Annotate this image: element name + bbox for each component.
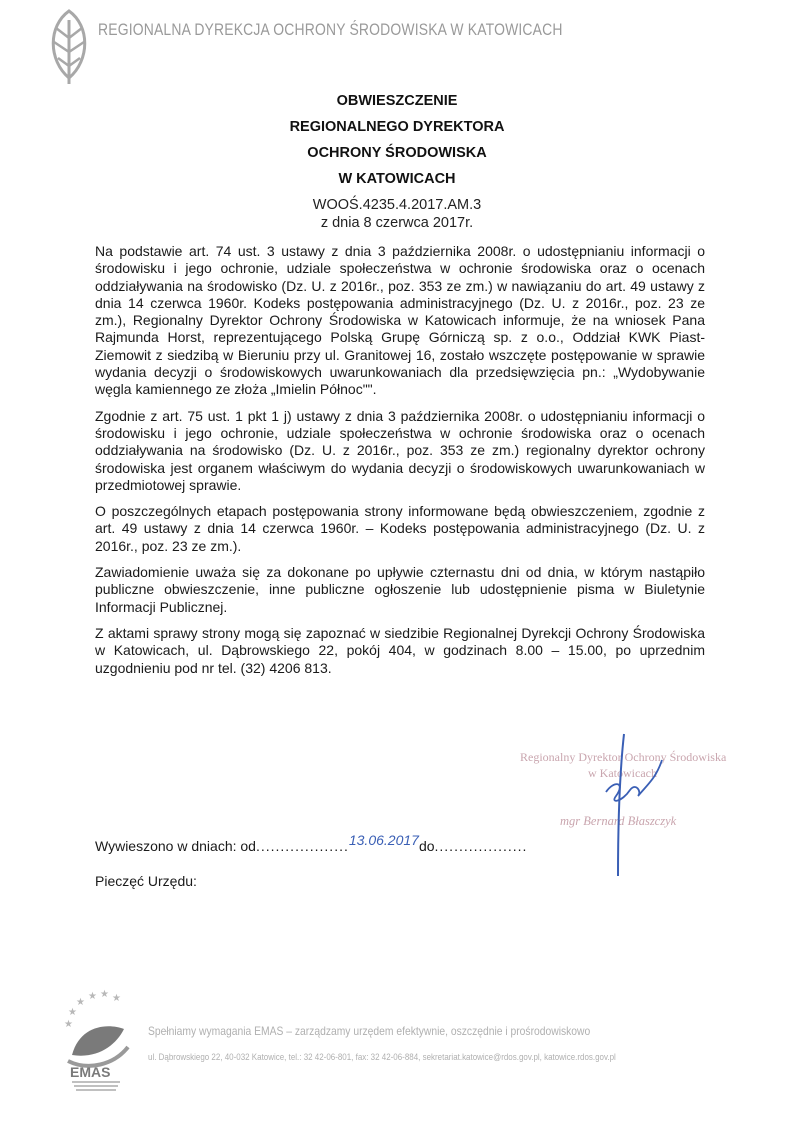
posting-prefix: Wywieszono w dniach: od xyxy=(95,838,256,854)
document-date: z dnia 8 czerwca 2017r. xyxy=(320,215,474,231)
paragraph: O poszczególnych etapach postępowania strony informowane będą obwieszczeniem, zgodnie z art. 49 ustawy z dnia 14 czerwca 1960r. – Kodeks postępowania administracyjnego (Dz. U. z 2016r., poz. 23 ze zm.). xyxy=(95,503,705,554)
paragraph: Zgodnie z art. 75 ust. 1 pkt 1 j) ustawy z dnia 3 października 2008r. o udostępnianiu informacji o środowisku i jego ochronie, udziale społeczeństwa w ochronie środowiska oraz o ocenach oddziaływania na środowisko (Dz. U. z 2016r., poz. 353 ze zm.) regionalny dyrektor ochrony środowiska jest organem właściwym do wydania decyzji o środowiskowych uwarunkowaniach w przedmiotowej sprawie. xyxy=(95,407,705,493)
stamp-line-name: mgr Bernard Błaszczyk xyxy=(560,814,677,828)
svg-text:★: ★ xyxy=(88,991,97,1002)
title-line-3: OCHRONY ŚRODOWISKA xyxy=(307,145,487,161)
document-body xyxy=(95,243,705,686)
svg-text:★: ★ xyxy=(64,1019,73,1030)
document-title-block xyxy=(0,88,794,232)
footer-contact: ul. Dąbrowskiego 22, 40-032 Katowice, tel.: 32 42-06-801, fax: 32 42-06-884, sekretariat.katowice@rdos.gov.pl, katowice.rdos.gov.pl xyxy=(148,1052,616,1063)
posting-mid: do xyxy=(418,838,435,854)
stamp-line-title: Regionalny Dyrektor Ochrony Środowiska xyxy=(520,750,727,764)
footer-slogan: Spełniamy wymagania EMAS – zarządzamy urzędem efektywnie, oszczędnie i prośrodowiskowo xyxy=(148,1024,591,1038)
reference-number: WOOŚ.4235.4.2017.AM.3 xyxy=(312,197,482,213)
seal-label: Pieczęć Urzędu: xyxy=(95,873,197,889)
emas-logo-icon xyxy=(58,985,138,1097)
paragraph: Na podstawie art. 74 ust. 3 ustawy z dnia 3 października 2008r. o udostępnianiu informacji o środowisku i jego ochronie, udziale społeczeństwa w ochronie środowiska oraz o ocenach oddziaływania na środowisko (Dz. U. z 2016r., poz. 353 ze zm.) w nawiązaniu do art. 49 ustawy z dnia 14 czerwca 1960r. Kodeks postępowania administracyjnego (Dz. U. z 2016r., poz. 23 ze zm.), Regionalny Dyrektor Ochrony Środowiska w Katowicach informuje, że na wniosek Pana Rajmunda Horst, reprezentującego Polską Grupę Górniczą sp. z o.o., Oddział KWK Piast-Ziemowit z siedzibą w Bieruniu przy ul. Granitowej 16, zostało wszczęte postępowanie w sprawie wydania decyzji o środowiskowych uwarunkowaniach dla przedsięwzięcia pn.: „Wydobywanie węgla kamiennego ze złoża „Imielin Północ"". xyxy=(95,243,705,398)
svg-text:★: ★ xyxy=(112,993,121,1004)
paragraph: Zawiadomienie uważa się za dokonane po upływie czternastu dni od dnia, w którym nastąpiło publiczne obwieszczenie, inne publiczne ogłoszenie lub udostępnienie pisma w Biuletynie Informacji Publicznej. xyxy=(95,564,705,615)
title-line-4: W KATOWICACH xyxy=(338,171,456,187)
svg-text:★: ★ xyxy=(68,1007,77,1018)
svg-text:★: ★ xyxy=(76,997,85,1008)
signature-icon xyxy=(596,730,676,880)
title-line-2: REGIONALNEGO DYREKTORA xyxy=(289,119,505,135)
handwritten-date-from: 13.06.2017 xyxy=(348,832,419,848)
svg-text:★: ★ xyxy=(100,989,109,1000)
emas-label: EMAS xyxy=(70,1064,111,1080)
paragraph: Z aktami sprawy strony mogą się zapoznać w siedzibie Regionalnej Dyrekcji Ochrony Środowiska w Katowicach, ul. Dąbrowskiego 22, pokój 404, w godzinach 8.00 – 15.00, po uprzednim uzgodnieniu pod nr tel. (32) 4206 813. xyxy=(95,624,705,676)
title-line-1: OBWIESZCZENIE xyxy=(336,93,458,109)
stamp-line-city: w Katowicach xyxy=(588,766,657,780)
organization-name: REGIONALNA DYREKCJA OCHRONY ŚRODOWISKA W KATOWICACH xyxy=(98,20,563,39)
leaf-logo-icon xyxy=(44,8,94,86)
dots-from: ................... xyxy=(255,838,349,854)
posting-dates xyxy=(95,832,528,854)
dots-to: ................... xyxy=(434,838,528,854)
